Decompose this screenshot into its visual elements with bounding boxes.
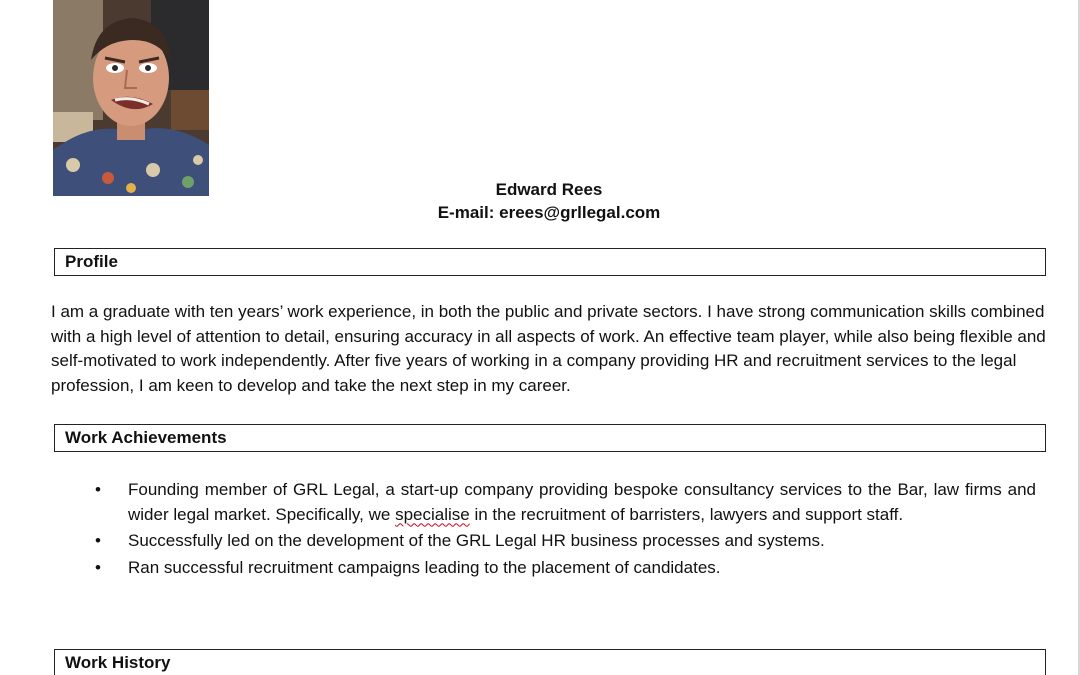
achievement-text-1a: Founding member of GRL Legal, a start-up company providing bespoke consultancy services to the Bar, law firms and wider legal market. Specifically, we <box>128 480 1036 524</box>
bullet-icon: • <box>95 531 101 550</box>
list-item <box>92 478 1036 527</box>
profile-heading: Profile <box>65 252 118 271</box>
bullet-icon: • <box>95 480 101 499</box>
history-heading: Work History <box>65 653 171 672</box>
history-heading-box <box>54 649 1046 675</box>
candidate-name: Edward Rees <box>495 180 603 199</box>
list-item <box>92 529 1036 554</box>
list-item <box>92 556 1036 581</box>
profile-photo <box>53 0 209 196</box>
contact-header <box>0 178 1080 224</box>
achievement-text-1b: in the recruitment of barristers, lawyers and support staff. <box>469 504 904 524</box>
profile-photo-graphic <box>53 0 209 196</box>
profile-paragraph: I am a graduate with ten years’ work experience, in both the public and private sectors. I have strong communication skills combined with a high level of attention to detail, ensuring accuracy in all aspects of work. An effective team player, while also being flexible and self-motivated to work independently. After five years of working in a company providing HR and recruitment services to the legal profession, I am keen to develop and take the next step in my career. <box>51 302 1046 395</box>
achievement-text-2: Successfully led on the development of the GRL Legal HR business processes and systems. <box>128 531 825 550</box>
profile-heading-box <box>54 248 1046 276</box>
achievements-heading: Work Achievements <box>65 428 227 447</box>
achievements-heading-box <box>54 424 1046 452</box>
achievements-list <box>92 478 1036 582</box>
bullet-icon: • <box>95 557 101 577</box>
spellcheck-word[interactable]: specialise <box>395 504 470 524</box>
candidate-email: E-mail: erees@grllegal.com <box>437 203 661 222</box>
achievement-text-3: Ran successful recruitment campaigns leading to the placement of candidates. <box>128 557 721 577</box>
